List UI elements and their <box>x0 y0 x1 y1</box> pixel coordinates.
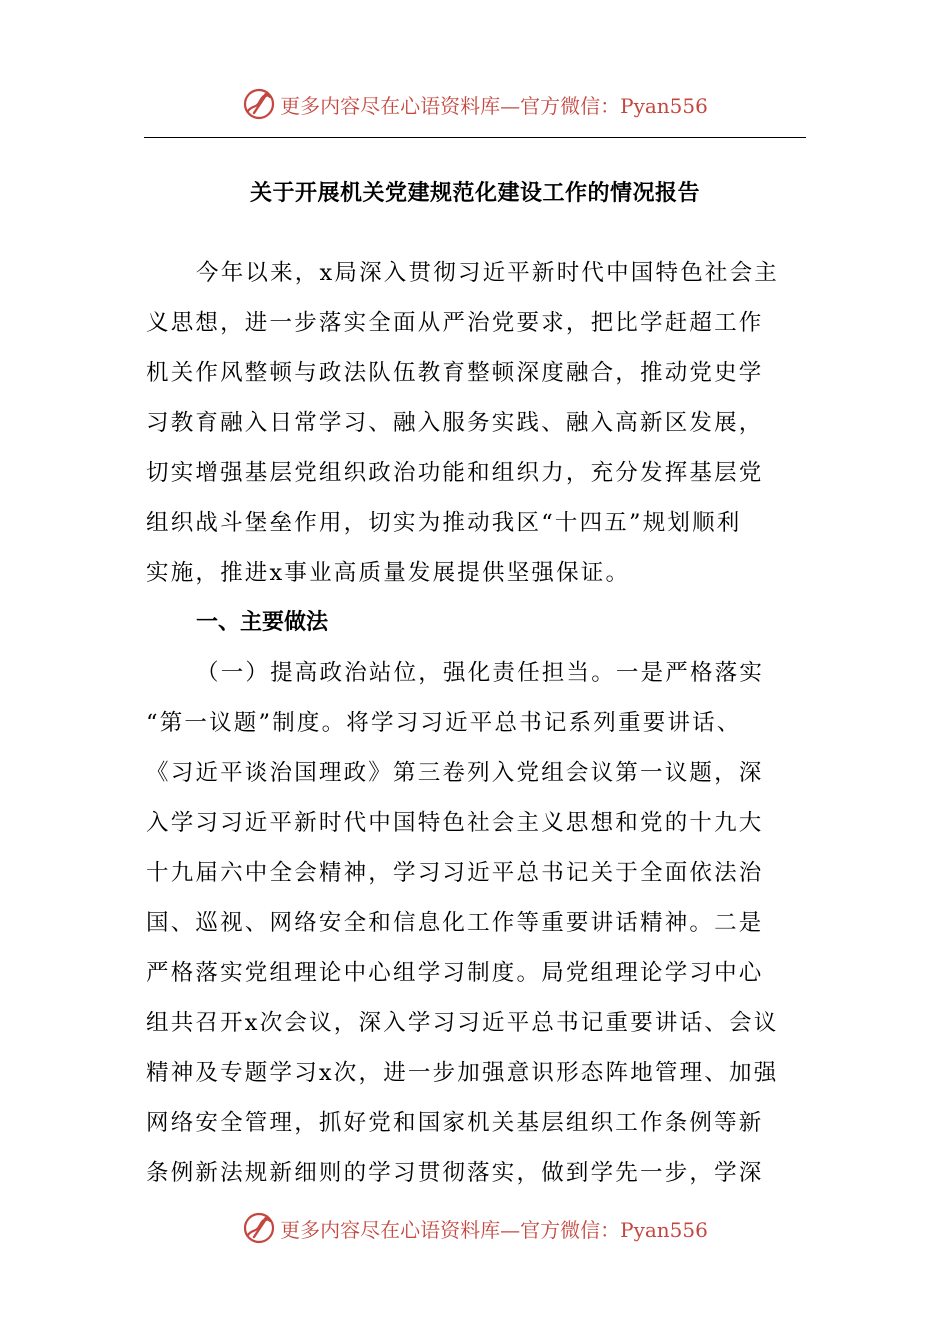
paragraph-line: “第一议题”制度。将学习习近平总书记系列重要讲话、 <box>146 710 742 736</box>
writing-hand-logo-icon <box>242 87 276 121</box>
paragraph-line: 机关作风整顿与政法队伍教育整顿深度融合，推动党史学 <box>146 360 764 386</box>
paragraph-line: 实施，推进x事业高质量发展提供坚强保证。 <box>146 560 631 586</box>
paragraph-line: 今年以来，x局深入贯彻习近平新时代中国特色社会主 <box>196 260 779 286</box>
document-title: 关于开展机关党建规范化建设工作的情况报告 <box>249 181 700 206</box>
paragraph-intro <box>146 248 806 598</box>
paragraph-main-practice <box>146 648 806 1198</box>
paragraph-line: 组共召开x次会议，深入学习习近平总书记重要讲话、会议 <box>146 1010 779 1036</box>
paragraph-line: 网络安全管理，抓好党和国家机关基层组织工作条例等新 <box>146 1110 764 1136</box>
paragraph-line: 《习近平谈治国理政》第三卷列入党组会议第一议题，深 <box>146 760 764 786</box>
header-banner <box>0 84 950 124</box>
paragraph-line: 精神及专题学习x次，进一步加强意识形态阵地管理、加强 <box>146 1060 779 1086</box>
paragraph-line: （一）提高政治站位，强化责任担当。一是严格落实 <box>196 660 765 686</box>
header-banner-text: 更多内容尽在心语资料库—官方微信：Pyan556 <box>280 93 708 118</box>
footer-banner <box>0 1208 950 1248</box>
paragraph-line: 条例新法规新细则的学习贯彻落实，做到学先一步，学深 <box>146 1160 764 1186</box>
paragraph-line: 国、巡视、网络安全和信息化工作等重要讲话精神。二是 <box>146 910 764 936</box>
paragraph-line: 组织战斗堡垒作用，切实为推动我区“十四五”规划顺利 <box>146 510 742 536</box>
paragraph-line: 义思想，进一步落实全面从严治党要求，把比学赶超工作 <box>146 310 764 336</box>
paragraph-line: 严格落实党组理论中心组学习制度。局党组理论学习中心 <box>146 960 764 986</box>
section-heading: 一、主要做法 <box>196 610 329 635</box>
paragraph-line: 十九届六中全会精神，学习习近平总书记关于全面依法治 <box>146 860 764 886</box>
paragraph-line: 入学习习近平新时代中国特色社会主义思想和党的十九大 <box>146 810 764 836</box>
header-divider <box>144 137 806 138</box>
paragraph-line: 习教育融入日常学习、融入服务实践、融入高新区发展， <box>146 410 764 436</box>
writing-hand-logo-icon <box>242 1211 276 1245</box>
footer-banner-text: 更多内容尽在心语资料库—官方微信：Pyan556 <box>280 1217 708 1242</box>
paragraph-line: 切实增强基层党组织政治功能和组织力，充分发挥基层党 <box>146 460 764 486</box>
